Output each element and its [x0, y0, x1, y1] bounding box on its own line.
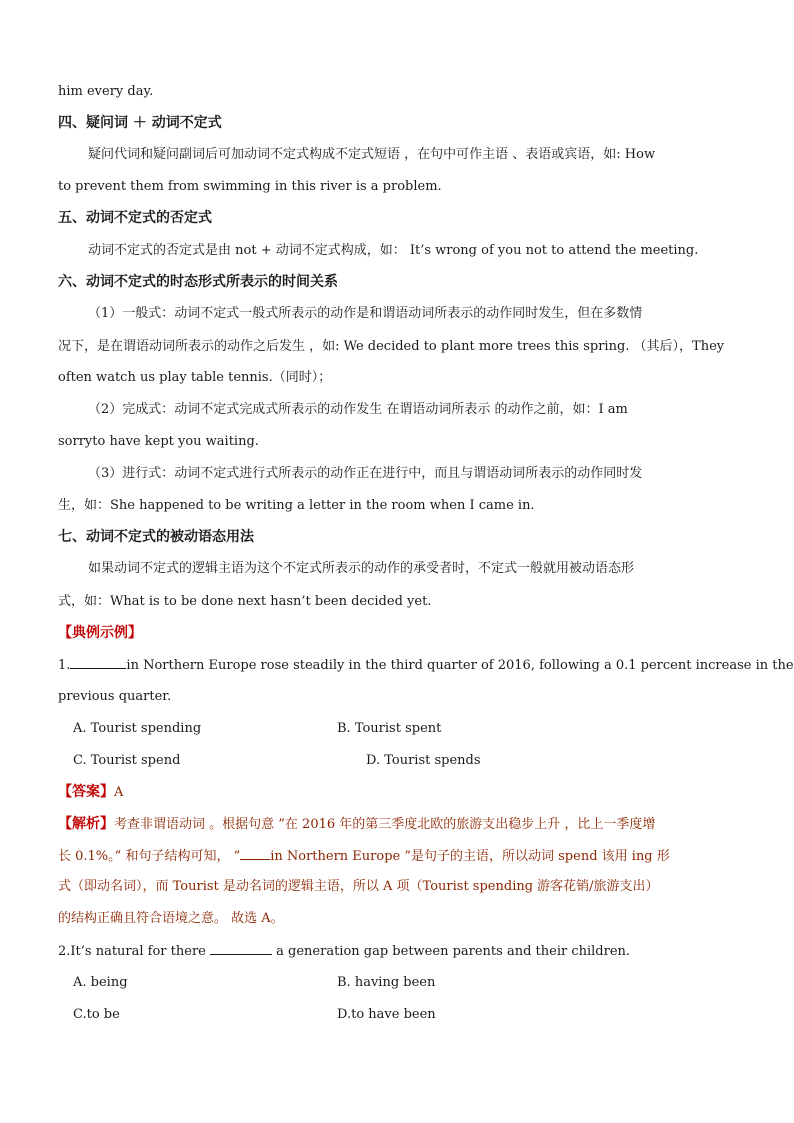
question-2 [58, 942, 736, 961]
text-line: to prevent them from swimming in this river is a problem. [58, 179, 442, 194]
option-a: A. Tourist spending [73, 721, 202, 736]
analysis-line: 式（即动名词），而 Tourist 是动名词的逻辑主语，所以 A 项（Tourist spending 游客花销/旅游支出） [58, 879, 659, 894]
question-text: in Northern Europe rose steadily in the third quarter of 2016, following a 0.1 percent increase in the [126, 658, 794, 673]
option-d: D. Tourist spends [366, 753, 481, 768]
text-line: 动词不定式的否定式是由 not + 动词不定式构成，如： It’s wrong of you not to attend the meeting. [88, 243, 699, 258]
section-heading-5: 五、动词不定式的否定式 [58, 210, 212, 226]
text-line: （2）完成式：动词不定式完成式所表示的动作发生 在谓语动词所表示 的动作之前，如：I am [88, 402, 628, 417]
answer-blank [70, 656, 126, 669]
text-line: 疑问代词和疑问副词后可加动词不定式构成不定式短语 ，在句中可作主语 、表语或宾语，如: How [88, 147, 656, 162]
question-number: 1. [58, 658, 71, 673]
text-line: him every day. [58, 84, 154, 99]
answer-value: A [114, 785, 124, 800]
section-heading-7: 七、动词不定式的被动语态用法 [58, 529, 254, 545]
answer-tag: 【答案】 [58, 784, 114, 800]
option-b: B. Tourist spent [337, 721, 442, 736]
question-1-continued: previous quarter. [58, 689, 172, 704]
analysis-text: in Northern Europe ”是句子的主语，所以动词 spend 该用 ing 形 [270, 849, 670, 864]
text-line: 式，如：What is to be done next hasn’t been decided yet. [58, 594, 432, 609]
option-c: C.to be [73, 1007, 120, 1022]
analysis-line: 的结构正确且符合语境之意。 故选 A。 [58, 911, 284, 926]
section-heading-6: 六、动词不定式的时态形式所表示的时间关系 [58, 274, 338, 290]
analysis-text: 考查非谓语动词 。根据句意 ”在 2016 年的第三季度北欧的旅游支出稳步上升 ，比上一季度增 [114, 817, 656, 832]
option-d: D.to have been [337, 1007, 436, 1022]
option-a: A. being [73, 975, 128, 990]
text-line: 生，如：She happened to be writing a letter in the room when I came in. [58, 498, 535, 513]
answer-line [58, 783, 736, 802]
text-line: sorryto have kept you waiting. [58, 434, 259, 449]
text-line: often watch us play table tennis.（同时）； [58, 370, 332, 385]
text-line: 如果动词不定式的逻辑主语为这个不定式所表示的动作的承受者时，不定式一般就用被动语态形 [88, 561, 635, 576]
example-header: 【典例示例】 [58, 625, 142, 641]
analysis-blank [240, 847, 270, 860]
question-1 [58, 656, 794, 675]
text-line: 况下，是在谓语动词所表示的动作之后发生 ，如: We decided to plant more trees this spring. （其后），They [58, 339, 725, 354]
analysis-line [58, 815, 736, 834]
analysis-tag: 【解析】 [58, 816, 114, 832]
option-c: C. Tourist spend [73, 753, 181, 768]
question-text: 2.It’s natural for there [58, 944, 206, 959]
analysis-line [58, 847, 736, 866]
section-heading-4: 四、疑问词 ＋ 动词不定式 [58, 115, 222, 131]
text-line: （1）一般式：动词不定式一般式所表示的动作是和谓语动词所表示的动作同时发生，但在多数情 [88, 306, 643, 321]
option-b: B. having been [337, 975, 436, 990]
text-line: （3）进行式：动词不定式进行式所表示的动作正在进行中，而且与谓语动词所表示的动作同时发 [88, 466, 643, 481]
question-text: a generation gap between parents and their children. [276, 944, 631, 959]
answer-blank [210, 942, 272, 955]
analysis-text: 长 0.1%。” 和句子结构可知， ” [58, 849, 241, 864]
